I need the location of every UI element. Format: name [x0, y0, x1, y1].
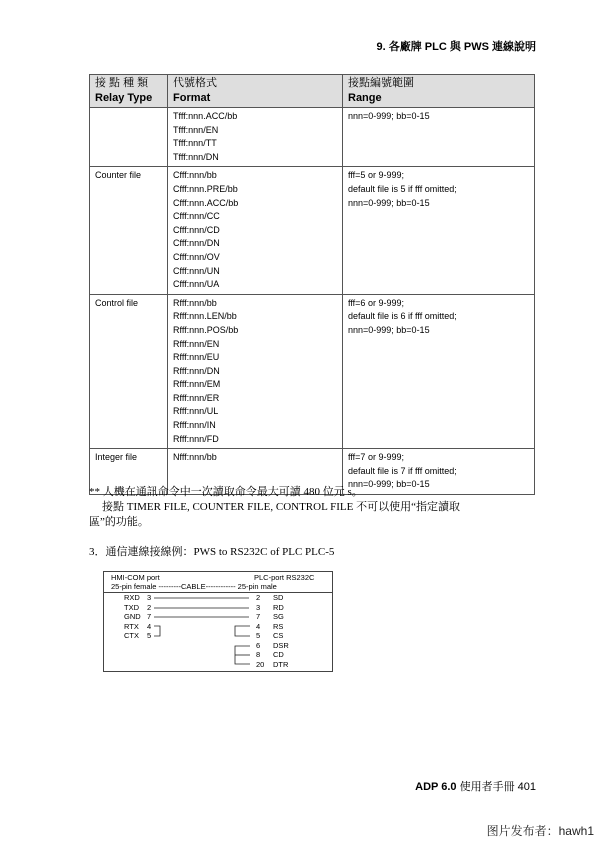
format-line: Nfff:nnn/bb: [173, 452, 217, 463]
right-pin-name: RD: [273, 602, 284, 612]
jumper-rtx-ctx: [154, 626, 160, 636]
format-line: Rfff:nnn/ER: [173, 392, 220, 403]
left-pin-number: 2: [147, 602, 152, 612]
wiring-diagram: [103, 571, 333, 672]
format-line: Rfff:nnn/EN: [173, 338, 220, 349]
format-line: Cfff:nnn/CC: [173, 211, 220, 222]
header-relay-type-zh: 接 點 種 類: [95, 77, 149, 89]
format-line: Rfff:nnn/IN: [173, 420, 216, 431]
relay-type-cell: [90, 108, 168, 167]
format-line: Cfff:nnn/bb: [173, 170, 217, 181]
right-pin-name: DSR: [273, 640, 289, 650]
range-cell: [343, 108, 535, 167]
table-body: [90, 108, 535, 495]
range-line: fff=6 or 9-999;: [348, 297, 404, 308]
format-cell: [168, 108, 343, 167]
left-pin-name: TXD: [124, 602, 139, 612]
left-pin-number: 7: [147, 612, 152, 621]
format-cell: [168, 294, 343, 449]
header-range-en: Range: [348, 92, 382, 104]
relay-type-cell: Integer file: [90, 449, 168, 495]
watermark: 图片发布者：hawh1: [486, 824, 594, 838]
footer-text: 使用者手冊 401: [456, 781, 536, 793]
relay-type-table: [89, 74, 535, 495]
format-line: Cfff:nnn.PRE/bb: [173, 183, 238, 194]
right-pin-name: CD: [273, 650, 284, 659]
page-footer: [415, 778, 536, 794]
range-line: nnn=0-999; bb=0-15: [348, 197, 430, 208]
format-line: Cfff:nnn/UN: [173, 265, 220, 276]
header-format-zh: 代號格式: [173, 77, 217, 89]
right-pin-name: CS: [273, 631, 284, 640]
right-pin-number: 3: [256, 602, 261, 612]
format-line: Rfff:nnn/FD: [173, 433, 219, 444]
table-row: [90, 167, 535, 294]
format-line: Cfff:nnn/UA: [173, 279, 220, 290]
wiring-lines: [104, 572, 332, 671]
right-pin-name: DTR: [273, 659, 289, 669]
right-pin-number: 8: [256, 650, 261, 659]
right-pin-name: SG: [273, 612, 284, 621]
table-row: [90, 294, 535, 449]
left-pin-name: GND: [124, 612, 141, 621]
note-line: 接點 TIMER FILE, COUNTER FILE, CONTROL FILE 不可以使用“指定讀取: [102, 501, 460, 513]
format-line: Rfff:nnn/EU: [173, 352, 220, 363]
header-format-en: Format: [173, 92, 211, 104]
format-line: Rfff:nnn.POS/bb: [173, 324, 239, 335]
right-pin-number: 7: [256, 612, 261, 621]
relay-type-cell: Control file: [90, 294, 168, 449]
cable-subtitle: 25-pin female ---------CABLE------------ 25-pin male: [111, 582, 277, 591]
section-title: 3．通信連線接線例：PWS to RS232C of PLC PLC-5: [89, 546, 335, 558]
range-line: default file is 7 if fff omitted;: [348, 465, 457, 476]
right-pin-name: RS: [273, 621, 284, 631]
notes: [89, 485, 529, 530]
right-pin-number: 2: [256, 593, 261, 602]
range-line: fff=5 or 9-999;: [348, 170, 404, 181]
header-relay-type-en: Relay Type: [95, 92, 153, 104]
left-pin-number: 3: [147, 593, 152, 602]
format-line: Cfff:nnn/CD: [173, 224, 220, 235]
table-row: [90, 108, 535, 167]
format-line: Tfff:nnn/EN: [173, 124, 219, 135]
page-header: 9. 各廠牌 PLC 與 PWS 連線說明: [376, 41, 536, 53]
left-pin-name: RTX: [124, 621, 139, 631]
range-line: nnn=0-999; bb=0-15: [348, 324, 430, 335]
relay-type-cell: Counter file: [90, 167, 168, 294]
left-pin-number: 4: [147, 621, 152, 631]
right-port-title: PLC-port RS232C: [254, 573, 315, 582]
right-pin-number: 6: [256, 640, 261, 650]
format-line: Cfff:nnn.ACC/bb: [173, 197, 239, 208]
range-line: nnn=0-999; bb=0-15: [348, 111, 430, 121]
format-cell: [168, 167, 343, 294]
right-pin-number: 20: [256, 659, 265, 669]
left-pin-name: RXD: [124, 593, 140, 602]
format-line: Cfff:nnn/DN: [173, 238, 220, 249]
right-pin-number: 4: [256, 621, 261, 631]
range-cell: [343, 294, 535, 449]
note-line: 區”的功能。: [89, 516, 149, 528]
right-pin-name: SD: [273, 593, 284, 602]
header-relay-type: [90, 75, 168, 108]
header-format: [168, 75, 343, 108]
range-line: nnn=0-999; bb=0-15: [348, 479, 430, 490]
header-range: [343, 75, 535, 108]
left-port-title: HMI-COM port: [111, 573, 160, 582]
left-pin-number: 5: [147, 631, 152, 640]
range-cell: [343, 167, 535, 294]
range-line: default file is 6 if fff omitted;: [348, 311, 457, 322]
format-line: Rfff:nnn.LEN/bb: [173, 311, 237, 322]
note-line: ** 人機在通訊命令中一次讀取命令最大可讀 480 位元 s。: [89, 486, 363, 498]
format-line: Rfff:nnn/bb: [173, 297, 217, 308]
header-range-zh: 接點編號範圍: [348, 77, 414, 89]
format-line: Tfff:nnn/TT: [173, 138, 217, 149]
format-line: Rfff:nnn/DN: [173, 365, 220, 376]
right-pin-number: 5: [256, 631, 261, 640]
format-line: Rfff:nnn/EM: [173, 379, 221, 390]
table-header-row: [90, 75, 535, 108]
format-line: Rfff:nnn/UL: [173, 406, 219, 417]
footer-product: ADP 6.0: [415, 781, 457, 793]
format-line: Cfff:nnn/OV: [173, 251, 220, 262]
range-line: default file is 5 if fff omitted;: [348, 183, 457, 194]
jumper-rs-cs: [235, 626, 250, 636]
format-line: Tfff:nnn.ACC/bb: [173, 111, 238, 121]
left-pin-name: CTX: [124, 631, 139, 640]
range-line: fff=7 or 9-999;: [348, 452, 404, 463]
format-line: Tfff:nnn/DN: [173, 151, 219, 162]
